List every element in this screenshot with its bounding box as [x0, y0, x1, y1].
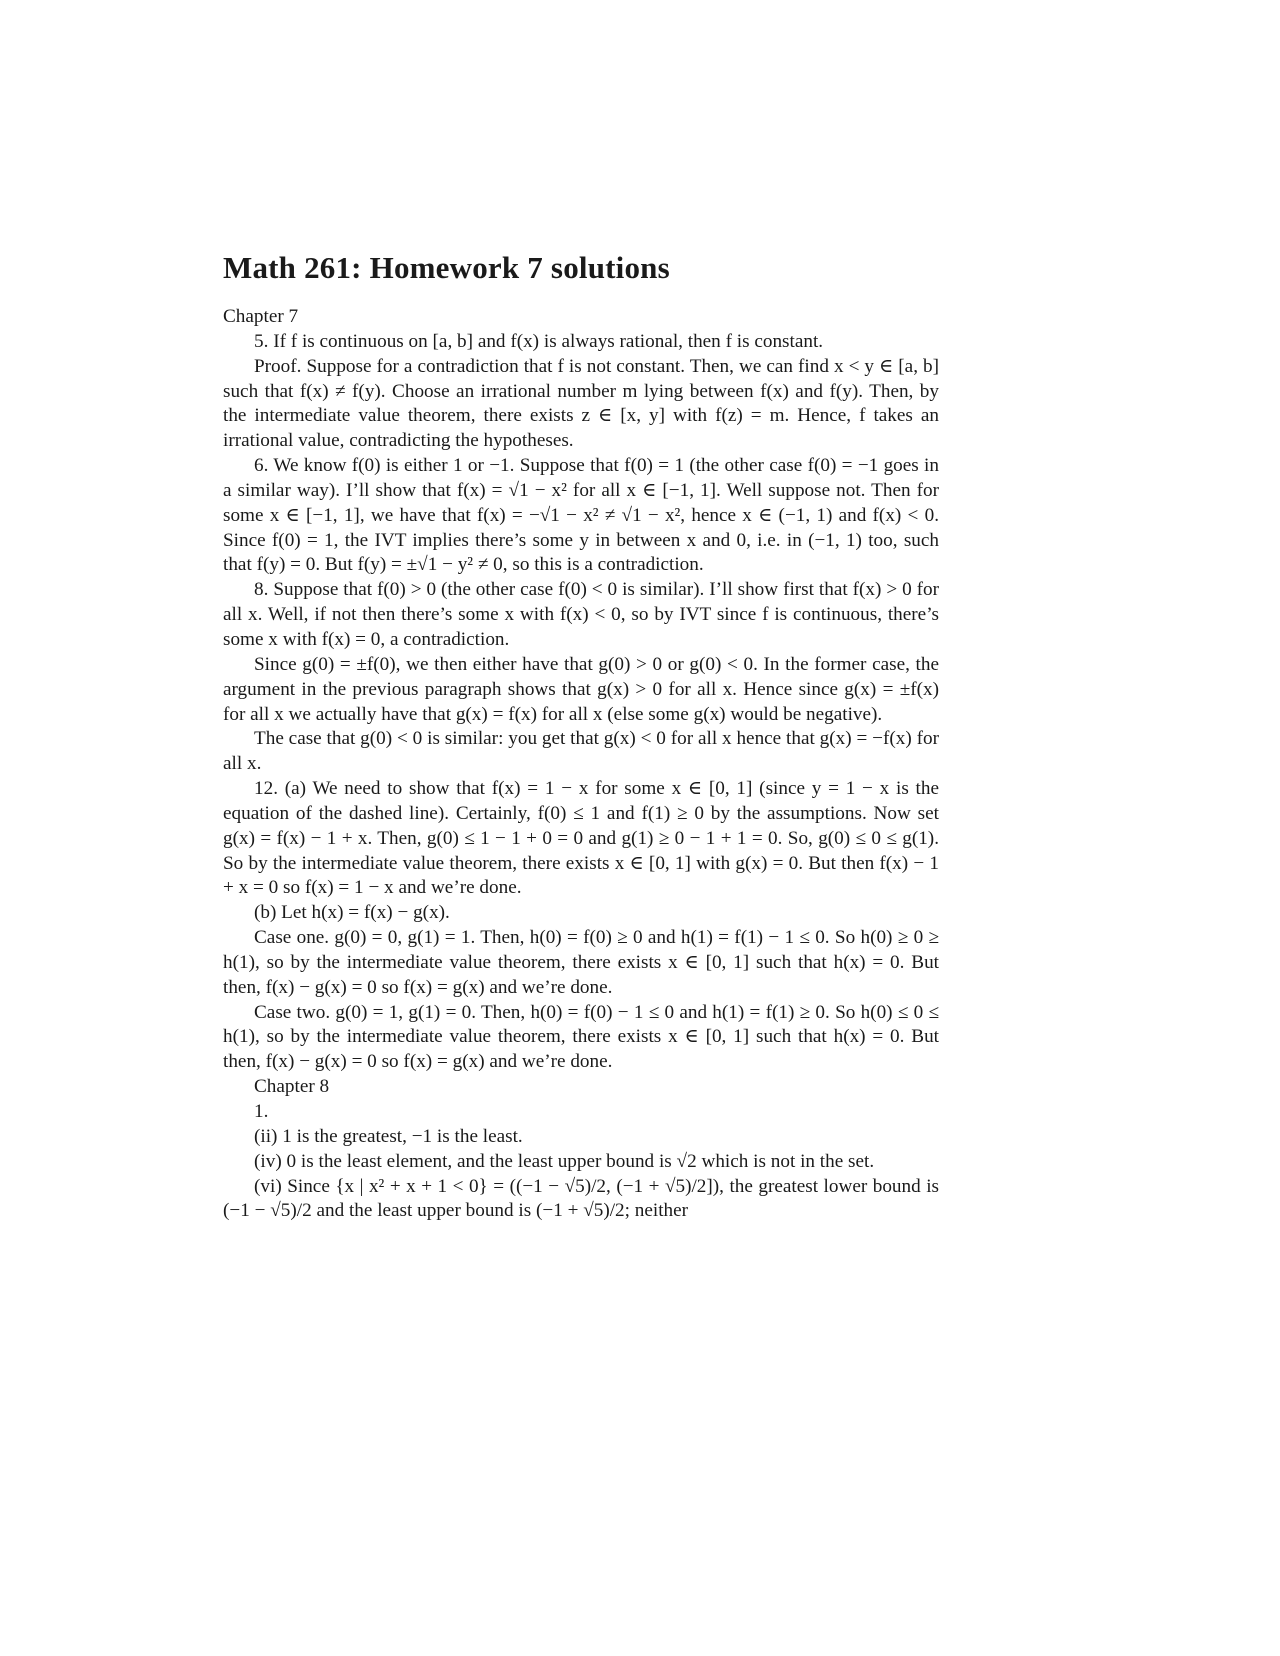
- document-body: [223, 305, 939, 1224]
- problem-5-statement: 5. If f is continuous on [a, b] and f(x) is always rational, then f is constant.: [254, 330, 824, 352]
- problem-8-part-3: The case that g(0) < 0 is similar: you get that g(x) < 0 for all x hence that g(x) = −f(x) for all x.: [223, 728, 939, 775]
- document-title: Math 261: Homework 7 solutions: [223, 250, 670, 285]
- problem-1-label: 1.: [254, 1101, 269, 1122]
- problem-1-vi: (vi) Since {x | x² + x + 1 < 0} = ((−1 − √5)/2, (−1 + √5)/2]), the greatest lower bound is (−1 − √5)/2 and the least upper bound is (−1 + √5)/2; neither: [223, 1175, 939, 1222]
- problem-6-solution: 6. We know f(0) is either 1 or −1. Suppose that f(0) = 1 (the other case f(0) = −1 goes in a similar way). I’ll show that f(x) = √1 − x² for all x ∈ [−1, 1]. Well suppose not. Then for some x ∈ [−1, 1], we have that f(x) = −√1 − x² ≠ √1 − x², hence x ∈ (−1, 1) and f(x) < 0. Since f(0) = 1, the IVT implies there’s some y in between x and 0, i.e. in (−1, 1) too, such that f(y) = 0. But f(y) = ±√1 − y² ≠ 0, so this is a contradiction.: [223, 455, 939, 576]
- problem-1-ii: (ii) 1 is the greatest, −1 is the least.: [254, 1125, 523, 1147]
- problem-1-iv: (iv) 0 is the least element, and the least upper bound is √2 which is not in the set.: [254, 1150, 875, 1172]
- problem-5-proof: Proof. Suppose for a contradiction that f is not constant. Then, we can find x < y ∈ [a, b] such that f(x) ≠ f(y). Choose an irrational number m lying between f(x) and f(y). Then, by the intermediate value theorem, there exists z ∈ [x, y] with f(z) = m. Hence, f takes an irrational value, contradicting the hypotheses.: [223, 355, 939, 452]
- problem-12b-intro: (b) Let h(x) = f(x) − g(x).: [254, 902, 450, 924]
- problem-8-part-1: 8. Suppose that f(0) > 0 (the other case f(0) < 0 is similar). I’ll show first that f(x) > 0 for all x. Well, if not then there’s some x with f(x) < 0, so by IVT since f is continuous, there’s some x with f(x) = 0, a contradiction.: [223, 579, 939, 650]
- problem-12b-case-one: Case one. g(0) = 0, g(1) = 1. Then, h(0) = f(0) ≥ 0 and h(1) = f(1) − 1 ≤ 0. So h(0) ≥ 0 ≥ h(1), so by the intermediate value theorem, there exists x ∈ [0, 1] such that h(x) = 0. But then, f(x) − g(x) = 0 so f(x) = g(x) and we’re done.: [223, 927, 939, 998]
- problem-8-part-2: Since g(0) = ±f(0), we then either have that g(0) > 0 or g(0) < 0. In the former case, the argument in the previous paragraph shows that g(x) > 0 for all x. Hence since g(x) = ±f(x) for all x we actually have that g(x) = f(x) for all x (else some g(x) would be negative).: [223, 653, 939, 725]
- chapter-8-heading: Chapter 8: [254, 1076, 330, 1098]
- problem-12b-case-two: Case two. g(0) = 1, g(1) = 0. Then, h(0) = f(0) − 1 ≤ 0 and h(1) = f(1) ≥ 0. So h(0) ≤ 0 ≤ h(1), so by the intermediate value theorem, there exists x ∈ [0, 1] such that h(x) = 0. But then, f(x) − g(x) = 0 so f(x) = g(x) and we’re done.: [223, 1001, 939, 1073]
- problem-12a-solution: 12. (a) We need to show that f(x) = 1 − x for some x ∈ [0, 1] (since y = 1 − x is the equation of the dashed line). Certainly, f(0) ≤ 1 and f(1) ≥ 0 by the assumptions. Now set g(x) = f(x) − 1 + x. Then, g(0) ≤ 1 − 1 + 0 = 0 and g(1) ≥ 0 − 1 + 1 = 0. So, g(0) ≤ 0 ≤ g(1). So by the intermediate value theorem, there exists x ∈ [0, 1] with g(x) = 0. But then f(x) − 1 + x = 0 so f(x) = 1 − x and we’re done.: [223, 778, 939, 899]
- chapter-7-heading: Chapter 7: [223, 306, 299, 327]
